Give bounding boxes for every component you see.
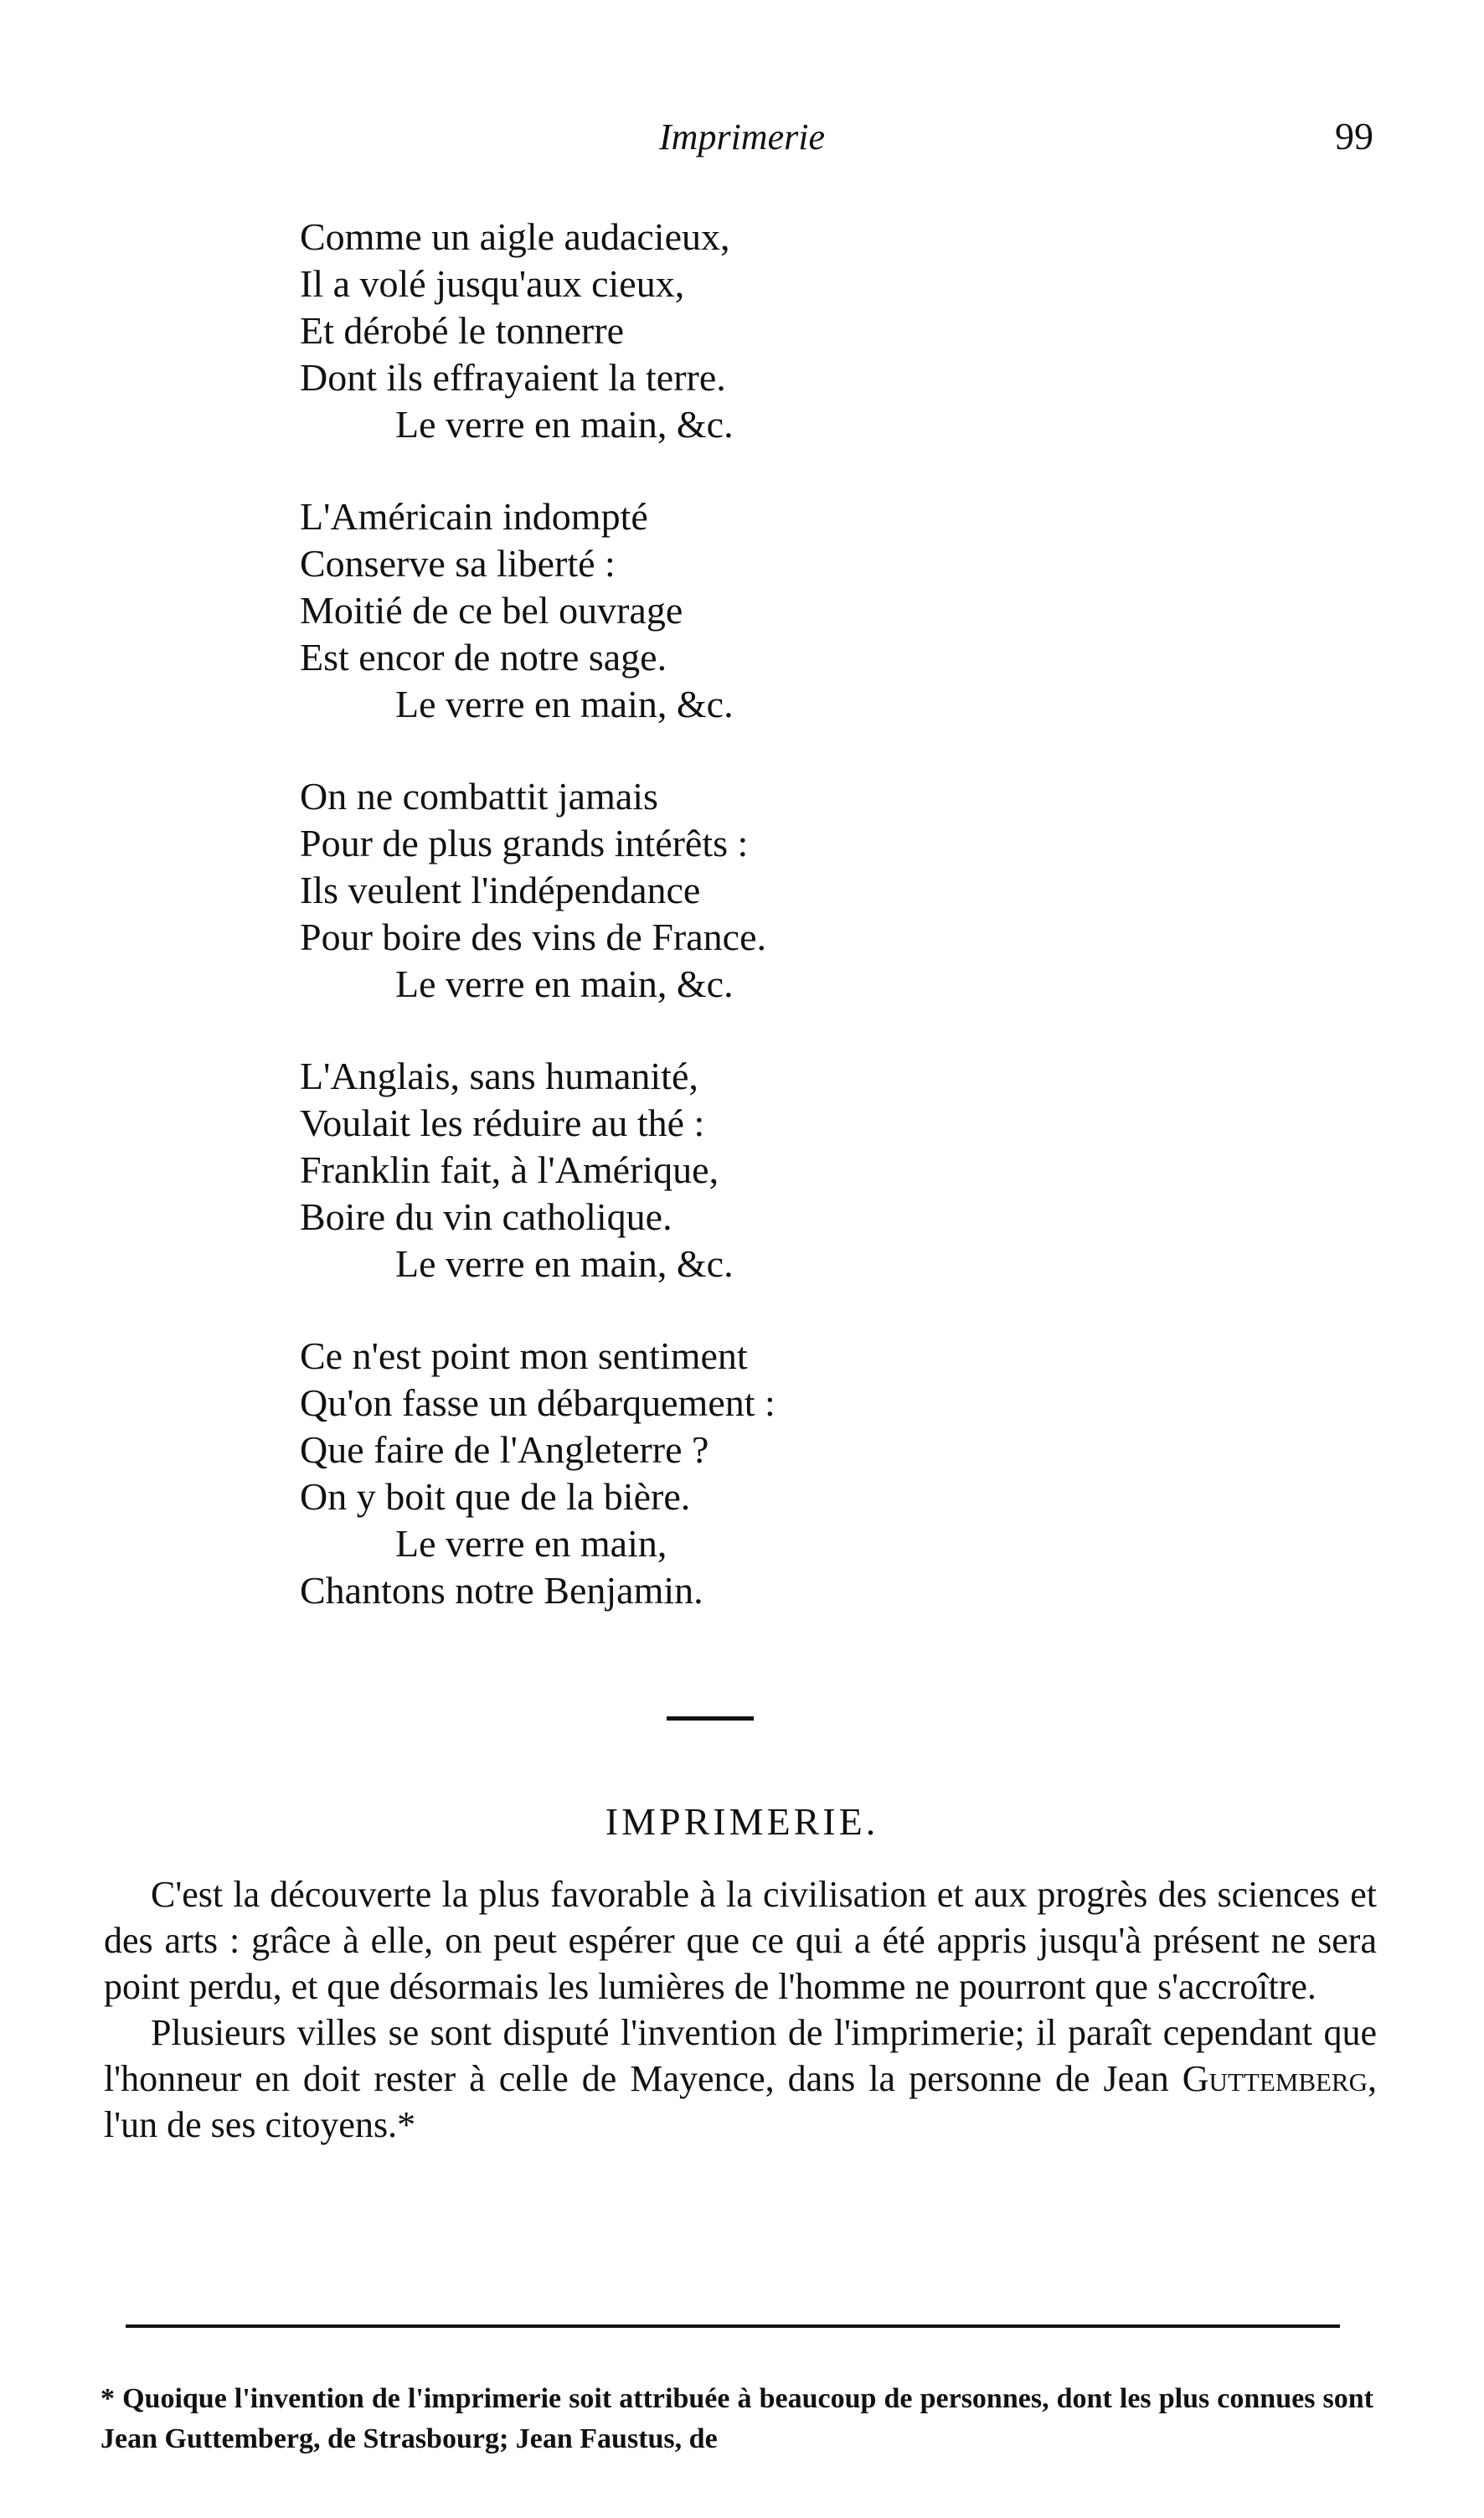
verse-line: Moitié de ce bel ouvrage (300, 589, 683, 632)
verse-line: Voulait les réduire au thé : (300, 1102, 705, 1144)
stanza (300, 493, 1305, 728)
stanza (300, 214, 1305, 448)
poem (300, 214, 1305, 1659)
verse-line: Qu'on fasse un débarquement : (300, 1381, 775, 1424)
verse-line: Et dérobé le tonnerre (300, 309, 624, 352)
closing-line: Chantons notre Benjamin. (300, 1569, 703, 1612)
refrain-line: Le verre en main, &c. (395, 683, 734, 725)
footnote: * Quoique l'invention de l'imprimerie soit attribuée à beaucoup de personnes, dont les plus connues sont Jean Guttemberg, de Strasbourg; Jean Faustus, de (100, 2383, 1373, 2454)
verse-line: L'Américain indompté (300, 495, 648, 538)
refrain-line: Le verre en main, (395, 1522, 667, 1565)
stanza (300, 773, 1305, 1008)
section-title: IMPRIMERIE. (605, 1800, 879, 1843)
verse-line: Pour de plus grands intérêts : (300, 822, 749, 864)
verse-line: Pour boire des vins de France. (300, 916, 766, 958)
verse-line: L'Anglais, sans humanité, (300, 1055, 698, 1097)
verse-line: Est encor de notre sage. (300, 636, 667, 679)
section-body (104, 1871, 1377, 2148)
refrain-line: Le verre en main, &c. (395, 962, 734, 1005)
verse-line: On ne combattit jamais (300, 775, 658, 818)
paragraph (104, 2010, 1377, 2148)
section-divider (667, 1716, 754, 1721)
verse-line: Il a volé jusqu'aux cieux, (300, 262, 685, 305)
refrain-line: Le verre en main, &c. (395, 1242, 734, 1285)
refrain-line: Le verre en main, &c. (395, 403, 734, 446)
paragraph: C'est la découverte la plus favorable à la civilisation et aux progrès des sciences et des arts : grâce à elle, on peut espérer que ce qui a été appris jusqu'à présent ne sera point perdu, et que désormais les lumières de l'homme ne pourront que s'accroître. (104, 1874, 1377, 2007)
verse-line: Ils veulent l'indépendance (300, 869, 701, 911)
verse-line: Dont ils effrayaient la terre. (300, 356, 726, 399)
verse-line: On y boit que de la bière. (300, 1475, 691, 1518)
paragraph-text: Plusieurs villes se sont disputé l'invention de l'imprimerie; il paraît cependant que l'honneur en doit rester à celle de Mayence, dans la personne de Jean (104, 2012, 1377, 2099)
verse-line: Franklin fait, à l'Amérique, (300, 1148, 719, 1191)
verse-line: Conserve sa liberté : (300, 542, 616, 585)
verse-line: Ce n'est point mon sentiment (300, 1334, 748, 1377)
page-number: 99 (1335, 115, 1373, 157)
verse-line: Que faire de l'Angleterre ? (300, 1428, 709, 1471)
stanza (300, 1333, 1305, 1614)
paragraph-text: , l'un de ses citoyens.* (104, 2058, 1377, 2145)
running-header: Imprimerie (659, 116, 825, 157)
stanza (300, 1053, 1305, 1287)
footnote-divider (126, 2325, 1340, 2328)
verse-line: Comme un aigle audacieux, (300, 215, 730, 258)
person-name: Guttemberg (1182, 2058, 1368, 2099)
verse-line: Boire du vin catholique. (300, 1195, 672, 1238)
